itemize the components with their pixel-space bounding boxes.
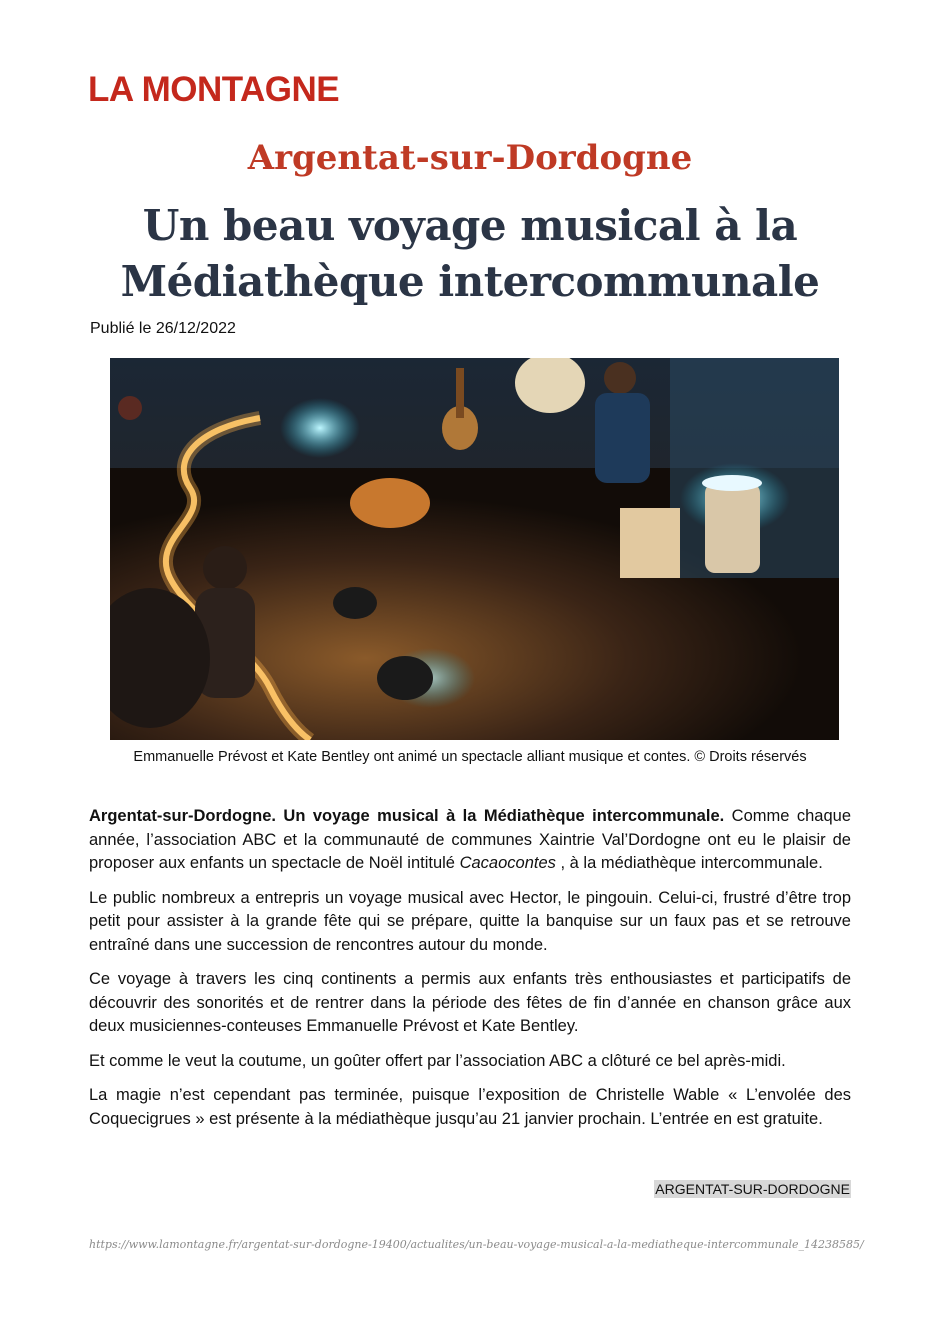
paragraph-1-text-a: Comme chaque année, l’association ABC et la communauté de communes Xaintrie Val’Dordogne ont eu le plaisir de proposer aux enfants un spectacle de Noël intitulé <box>89 807 851 872</box>
paragraph-1-text-b: , à la médiathèque intercommunale. <box>555 854 823 872</box>
brand-logo[interactable]: LA MONTAGNE <box>88 70 340 109</box>
article-kicker: Argentat-sur-Dordogne <box>247 138 693 178</box>
photo-caption: Emmanuelle Prévost et Kate Bentley ont animé un spectacle alliant musique et contes. © Droits réservés <box>133 749 807 765</box>
headline-line-1: Un beau voyage musical à la <box>142 201 798 250</box>
headline-line-2: Médiathèque intercommunale <box>120 257 820 306</box>
publish-date: Publié le 26/12/2022 <box>90 320 236 337</box>
article-headline <box>70 198 870 310</box>
paragraph-3: Ce voyage à travers les cinq continents a permis aux enfants très enthousiastes et participatifs de découvrir des sonorités et de rentrer dans la période des fêtes de fin d’année en chanson grâce aux deux musiciennes-conteuses Emmanuelle Prévost et Kate Bentley. <box>89 970 851 1035</box>
paragraph-5: La magie n’est cependant pas terminée, puisque l’exposition de Christelle Wable « L’envolée des Coquecigrues » est présente à la médiathèque jusqu’au 21 janvier prochain. L’entrée en est gratuite. <box>89 1086 851 1128</box>
location-tag[interactable]: ARGENTAT-SUR-DORDOGNE <box>655 1181 850 1197</box>
article-photo <box>110 358 839 740</box>
paragraph-4: Et comme le veut la coutume, un goûter offert par l’association ABC a clôturé ce bel après-midi. <box>89 1051 786 1070</box>
show-title: Cacaocontes <box>459 854 556 872</box>
paragraph-2: Le public nombreux a entrepris un voyage musical avec Hector, le pingouin. Celui-ci, frustré d’être trop petit pour assister à la grande fête qui se prépare, quitte la banquise sur un faux pas et se retrouve entraîné dans une succession de rencontres autour du monde. <box>89 888 851 954</box>
lead-sentence: Argentat-sur-Dordogne. Un voyage musical à la Médiathèque intercommunale. <box>89 807 725 825</box>
source-url[interactable]: https://www.lamontagne.fr/argentat-sur-dordogne-19400/actualites/un-beau-voyage-musical-a-la-mediatheque-intercommunale_14238585/ <box>89 1238 864 1251</box>
article-body <box>89 805 851 1142</box>
paragraph-1 <box>89 805 851 876</box>
